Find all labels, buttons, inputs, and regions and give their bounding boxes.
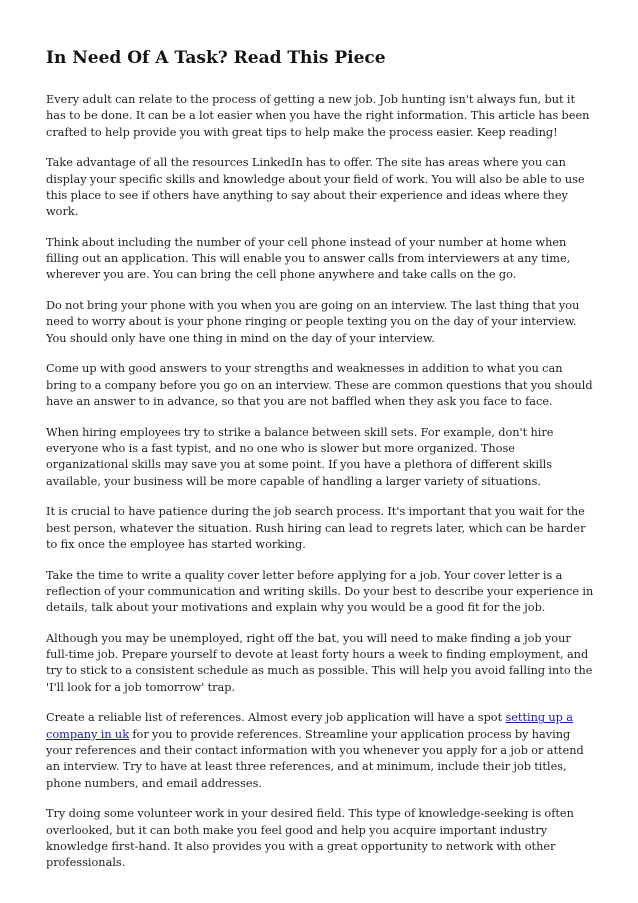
paragraph-references xyxy=(46,710,596,791)
paragraph-volunteer: Try doing some volunteer work in your desired field. This type of knowledge-seeking is often overlooked, but it can both make you feel good and help you acquire important industry knowledge first-hand. It also provides you with a great opportunity to network with other professionals. xyxy=(46,807,574,870)
paragraph-intro: Every adult can relate to the process of getting a new job. Job hunting isn't always fun, but it has to be done. It can be a lot easier when you have the right information. This article has been crafted to help provide you with great tips to help make the process easier. Keep reading! xyxy=(46,93,590,139)
paragraph-full-time: Although you may be unemployed, right off the bat, you will need to make finding a job your full-time job. Prepare yourself to devote at least forty hours a week to finding employment, and try to stick to a consistent schedule as much as possible. This will help you avoid falling into the 'I'll look for a job tomorrow' trap. xyxy=(46,631,593,694)
paragraph-cell-phone: Think about including the number of your cell phone instead of your number at home when filling out an application. This will enable you to answer calls from interviewers at any time, wherever you are. You can bring the cell phone anywhere and take calls on the go. xyxy=(46,235,571,282)
paragraph-patience: It is crucial to have patience during the job search process. It's important that you wait for the best person, whatever the situation. Rush hiring can lead to regrets later, which can be harder to fix once the employee has started working. xyxy=(46,505,586,551)
document-page xyxy=(46,46,596,886)
paragraph-linkedin: Take advantage of all the resources LinkedIn has to offer. The site has areas where you can display your specific skills and knowledge about your field of work. You will also be able to use this place to see if others have anything to say about their experience and ideas where they work. xyxy=(46,156,585,219)
paragraph-cover-letter: Take the time to write a quality cover letter before applying for a job. Your cover letter is a reflection of your communication and writing skills. Do your best to describe your experience in details, talk about your motivations and explain why you would be a good fit for the job. xyxy=(46,568,594,615)
setting-up-company-link[interactable]: setting up a company in uk xyxy=(46,711,573,741)
article-title: In Need Of A Task? Read This Piece xyxy=(46,48,386,68)
paragraph-no-phone: Do not bring your phone with you when you are going on an interview. The last thing that you need to worry about is your phone ringing or people texting you on the day of your interview. You should only have one thing in mind on the day of your interview. xyxy=(46,299,580,345)
references-text-before: Create a reliable list of references. Almost every job application will have a spot xyxy=(46,711,506,725)
references-text-after: for you to provide references. Streamline your application process by having your references and their contact information with you whenever you apply for a job or attend an interview. Try to have at least three references, and at minimum, include their job titles, phone numbers, and email addresses. xyxy=(46,727,584,790)
paragraph-hiring-balance: When hiring employees try to strike a balance between skill sets. For example, don't hire everyone who is a fast typist, and no one who is slower but more organized. Those organizational skills may save you at some point. If you have a plethora of different skills available, your business will be more capable of handling a larger variety of situations. xyxy=(46,425,554,488)
paragraph-strengths: Come up with good answers to your strengths and weaknesses in addition to what you can bring to a company before you go on an interview. These are common questions that you should have an answer to in advance, so that you are not baffled when they ask you face to face. xyxy=(46,362,593,409)
